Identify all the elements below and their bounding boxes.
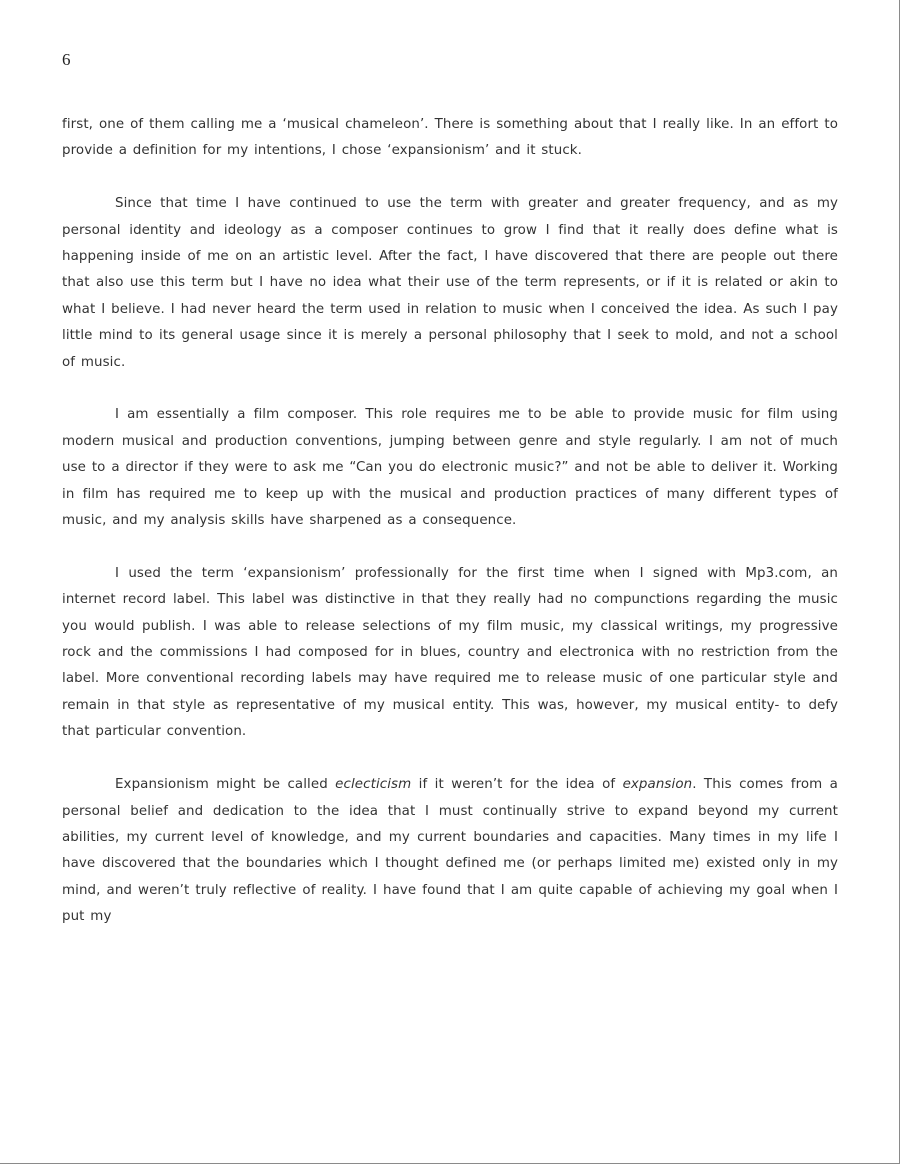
- body-text: [62, 112, 838, 957]
- paragraph-text: first, one of them calling me a ‘musical chameleon’. There is something about that I really like. In an effort to provide a definition for my intentions, I chose ‘expansionism’ and it stuck.: [62, 117, 838, 159]
- paragraph: [62, 112, 838, 165]
- paragraph: [62, 191, 838, 376]
- paragraph: [62, 772, 838, 930]
- italic-term-eclecticism: eclecticism: [335, 777, 412, 793]
- paragraph-text: . This comes from a personal belief and dedication to the idea that I must continually strive to expand beyond my current abilities, my current level of knowledge, and my current boundaries and capacities. Many times in my life I have discovered that the boundaries which I thought defined me (or perhaps limited me) existed only in my mind, and weren’t truly reflective of reality. I have found that I am quite capable of achieving my goal when I put my: [62, 777, 838, 925]
- paragraph-text: Expansionism might be called: [115, 777, 336, 793]
- page-number: 6: [62, 50, 71, 69]
- paragraph-text: Since that time I have continued to use the term with greater and greater frequency, and as my personal identity and ideology as a composer continues to grow I find that it really does define what is happening inside of me on an artistic level. After the fact, I have discovered that there are people out there that also use this term but I have no idea what their use of the term represents, or if it is related or akin to what I believe. I had never heard the term used in relation to music when I conceived the idea. As such I pay little mind to its general usage since it is merely a personal philosophy that I seek to mold, and not a school of music.: [62, 196, 838, 370]
- paragraph-text: if it weren’t for the idea of: [411, 777, 623, 793]
- paragraph: [62, 561, 838, 746]
- paragraph-text: I used the term ‘expansionism’ professionally for the first time when I signed with Mp3.com, an internet record label. This label was distinctive in that they really had no compunctions regarding the music you would publish. I was able to release selections of my film music, my classical writings, my progressive rock and the commissions I had composed for in blues, country and electronica with no restriction from the label. More conventional recording labels may have required me to release music of one particular style and remain in that style as representative of my musical entity. This was, however, my musical entity- to defy that particular convention.: [62, 565, 838, 740]
- paragraph-text: I am essentially a film composer. This role requires me to be able to provide music for film using modern musical and production conventions, jumping between genre and style regularly. I am not of much use to a director if they were to ask me “Can you do electronic music?” and not be able to deliver it. Working in film has required me to keep up with the musical and production practices of many different types of music, and my analysis skills have sharpened as a consequence.: [62, 407, 838, 529]
- italic-term-expansion: expansion: [622, 777, 693, 793]
- paragraph: [62, 402, 838, 534]
